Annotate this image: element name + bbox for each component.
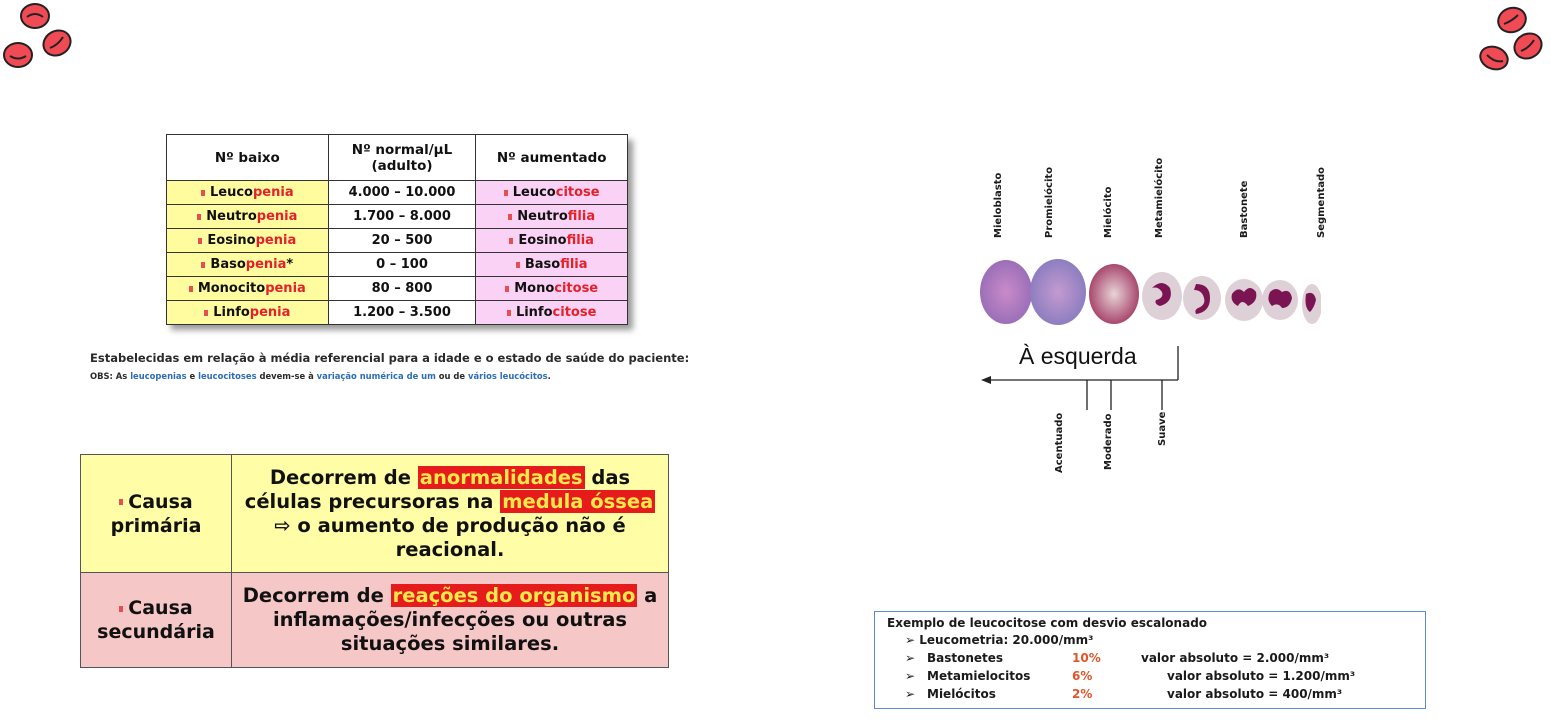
reference-note: Estabelecidas em relação à média referencial para a idade e o estado de saúde do paciente: [90, 351, 690, 365]
highlight-reacoes: reações do organismo [392, 584, 636, 607]
bullet-icon [507, 310, 511, 316]
example-row: ➢ Mielócitos 2% valor absoluto = 400/mm³ [905, 687, 1343, 701]
high-count-cell: Leucocitose [476, 181, 628, 205]
red-blood-cells-icon [1470, 0, 1550, 76]
bullet-icon [516, 262, 520, 268]
normal-count-cell: 20 – 500 [328, 229, 476, 253]
table-row [167, 253, 628, 277]
label-bastonete: Bastonete [1239, 180, 1250, 238]
bullet-icon [508, 214, 512, 220]
bullet-arrow-icon: ➢ [905, 687, 916, 701]
cell-image-strip [976, 254, 1321, 332]
cell-promielocito [1030, 259, 1086, 325]
obs-leucopenias: leucopenias [130, 371, 187, 381]
bullet-icon [197, 214, 201, 220]
bullet-icon [201, 190, 205, 196]
low-count-cell: Monocitopenia [167, 277, 329, 301]
high-count-cell: Monocitose [476, 277, 628, 301]
cell-metamielocito [1142, 272, 1182, 320]
bullet-arrow-icon: ➢ [905, 651, 916, 665]
normal-count-cell: 4.000 – 10.000 [328, 181, 476, 205]
obs-note [90, 371, 551, 381]
table-row [167, 301, 628, 325]
obs-mid: devem-se à [256, 371, 317, 381]
normal-count-cell: 1.200 – 3.500 [328, 301, 476, 325]
bullet-icon [119, 499, 123, 505]
bullet-icon [204, 310, 208, 316]
primary-cause-text: Decorrem de anormalidades das células precursoras na medula óssea ⇨ o aumento de produção não é reacional. [232, 455, 669, 573]
label-acentuado: Acentuado [1054, 412, 1065, 473]
high-count-cell: Neutrofilia [476, 205, 628, 229]
header-normal [328, 135, 476, 181]
table-row [167, 205, 628, 229]
left-shift-label: À esquerda [1019, 343, 1137, 369]
normal-count-cell: 0 – 100 [328, 253, 476, 277]
obs-e: e [186, 371, 199, 381]
leukocyte-reference-table [166, 134, 628, 324]
bullet-icon [504, 190, 508, 196]
secondary-cause-label: Causa secundária [81, 573, 232, 668]
bullet-arrow-icon: ➢ [905, 669, 916, 683]
label-moderado: Moderado [1103, 413, 1114, 470]
bullet-icon [505, 286, 509, 292]
normal-count-cell: 1.700 – 8.000 [328, 205, 476, 229]
header-normal-line2: (adulto) [371, 157, 433, 174]
bullet-icon [189, 286, 193, 292]
obs-end: . [547, 371, 551, 381]
obs-leucocitoses: leucocitoses [198, 371, 257, 381]
obs-ou: ou de [435, 371, 469, 381]
bullet-arrow-icon: ➢ [905, 633, 916, 647]
low-count-cell: Basopenia* [167, 253, 329, 277]
label-segmentado: Segmentado [1316, 166, 1327, 238]
primary-cause-label: Causa primária [81, 455, 232, 573]
label-mielocito: Mielócito [1103, 186, 1114, 238]
high-count-cell: Basofilia [476, 253, 628, 277]
obs-varios: vários leucócitos [468, 371, 548, 381]
example-row: ➢ Metamielocitos 6% valor absoluto = 1.200/mm³ [905, 669, 1356, 683]
red-blood-cells-icon [0, 0, 80, 76]
arrow-icon: ⇨ [274, 513, 298, 537]
label-promielocito: Promielócito [1044, 166, 1055, 238]
normal-count-cell: 80 – 800 [328, 277, 476, 301]
cell-bastonete-1 [1183, 276, 1221, 320]
highlight-medula: medula óssea [502, 489, 654, 513]
example-row: ➢ Bastonetes 10% valor absoluto = 2.000/mm³ [905, 651, 1330, 665]
obs-prefix: OBS: As [90, 371, 131, 381]
label-mieloblasto: Mieloblasto [993, 172, 1004, 238]
bullet-icon [509, 238, 513, 244]
bullet-icon [119, 606, 123, 612]
label-metamielocito: Metamielócito [1154, 157, 1165, 238]
header-low: Nº baixo [167, 135, 329, 181]
obs-variacao: variação numérica de um [316, 371, 436, 381]
table-row [167, 229, 628, 253]
label-suave: Suave [1157, 411, 1168, 446]
low-count-cell: Leucopenia [167, 181, 329, 205]
bullet-icon [198, 238, 202, 244]
example-title: Exemplo de leucocitose com desvio escalonado [887, 616, 1208, 630]
low-count-cell: Neutropenia [167, 205, 329, 229]
cell-mielocito [1089, 264, 1139, 324]
high-count-cell: Eosinofilia [476, 229, 628, 253]
low-count-cell: Linfopenia [167, 301, 329, 325]
example-box [874, 611, 1426, 709]
highlight-anormalidades: anormalidades [419, 465, 583, 489]
high-count-cell: Linfocitose [476, 301, 628, 325]
table-row [167, 181, 628, 205]
header-normal-line1: Nº normal/µL [351, 141, 453, 158]
cell-mieloblasto [980, 260, 1032, 324]
bullet-icon [201, 262, 205, 268]
causes-table [80, 454, 669, 668]
example-leucometria: ➢ Leucometria: 20.000/mm³ [905, 633, 1094, 647]
header-high: Nº aumentado [476, 135, 628, 181]
low-count-cell: Eosinopenia [167, 229, 329, 253]
table-row [167, 277, 628, 301]
secondary-cause-text: Decorrem de reações do organismo a inflamações/infecções ou outras situações similares. [232, 573, 669, 668]
